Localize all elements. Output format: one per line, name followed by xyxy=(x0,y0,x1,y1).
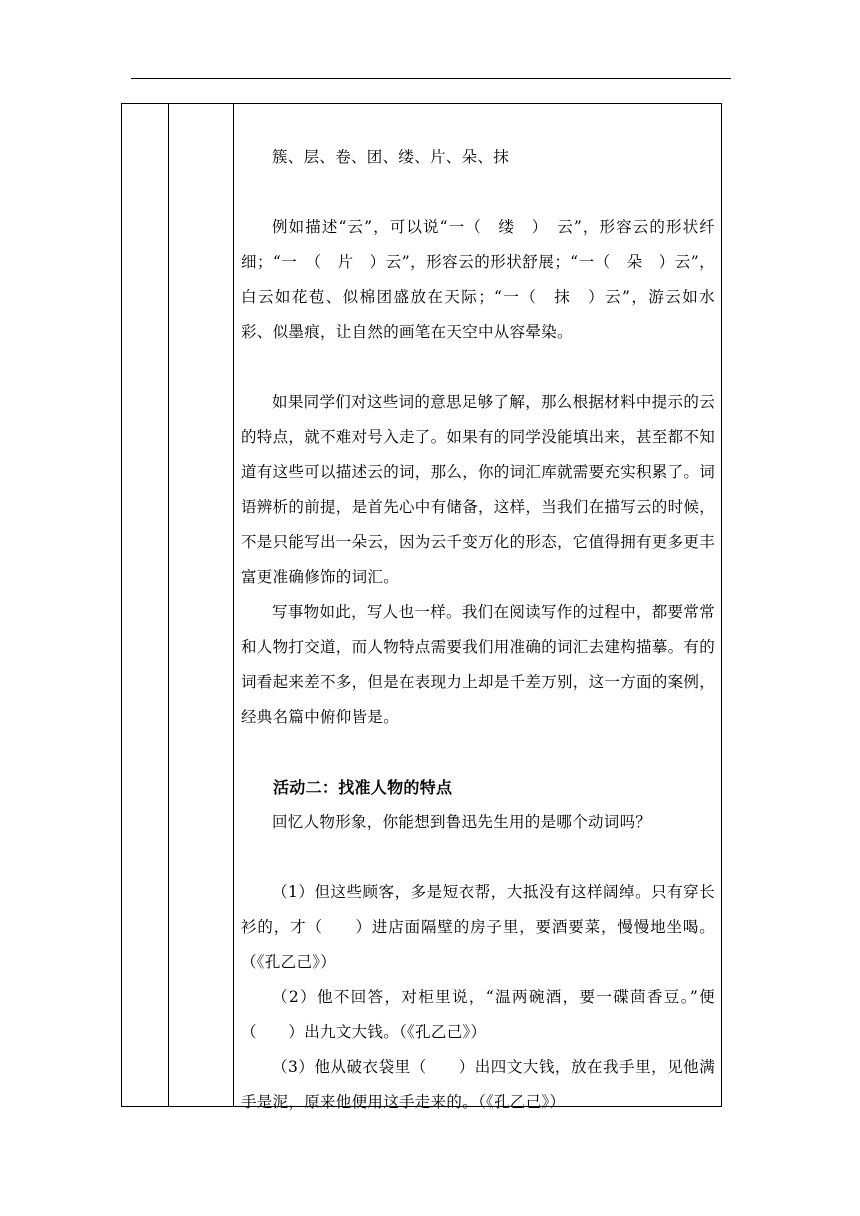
cloud-example-paragraph: 例如描述“云”，可以说“一（ 缕 ） 云”，形容云的形状纤细；“一 （ 片 ）云”，形容云的形状舒展；“一（ 朵 ）云”，白云如花苞、似棉团盛放在天际；“一（ 抹 ）云”，游云如水彩、似墨痕，让自然的画笔在天空中从容晕染。 xyxy=(241,218,715,341)
question-item-1: （1）但这些顾客，多是短衣帮，大抵没有这样阔绰。只有穿长衫的，才（ ）进店面隔壁的房子里，要酒要菜，慢慢地坐喝。（《孔乙己》） xyxy=(241,883,715,971)
measure-words: 簇、层、卷、团、缕、片、朵、抹 xyxy=(272,148,510,166)
question-item-3: （3）他从破衣袋里（ ）出四文大钱，放在我手里，见他满手是泥，原来他便用这手走来的。（《孔乙己》） xyxy=(241,1058,715,1111)
activity-title: 活动二：找准人物的特点 xyxy=(273,778,453,797)
vocabulary-paragraph: 如果同学们对这些词的意思足够了解，那么根据材料中提示的云的特点，就不难对号入走了。如果有的同学没能填出来，甚至都不知道有这些可以描述云的词，那么，你的词汇库就需要充实积累了。词语辨析的前提，是首先心中有储备，这样，当我们在描写云的时候，不是只能写出一朵云，因为云千变万化的形态，它值得拥有更多更丰富更准确修饰的词汇。 xyxy=(241,393,716,586)
header-rule xyxy=(131,78,731,79)
lesson-content-cell xyxy=(241,103,715,1120)
column-divider-1 xyxy=(168,103,169,1107)
activity-prompt: 回忆人物形象，你能想到鲁迅先生用的是哪个动词吗？ xyxy=(272,813,652,831)
people-paragraph: 写事物如此，写人也一样。我们在阅读写作的过程中，都要常常和人物打交道，而人物特点需要我们用准确的词汇去建构描摹。有的词看起来差不多，但是在表现力上却是千差万别，这一方面的案例，经典名篇中俯仰皆是。 xyxy=(241,603,716,726)
question-item-2: （2）他不回答，对柜里说，“温两碗酒，要一碟茴香豆。”便（ ）出九文大钱。（《孔乙己》） xyxy=(241,988,715,1041)
column-divider-2 xyxy=(233,103,234,1107)
